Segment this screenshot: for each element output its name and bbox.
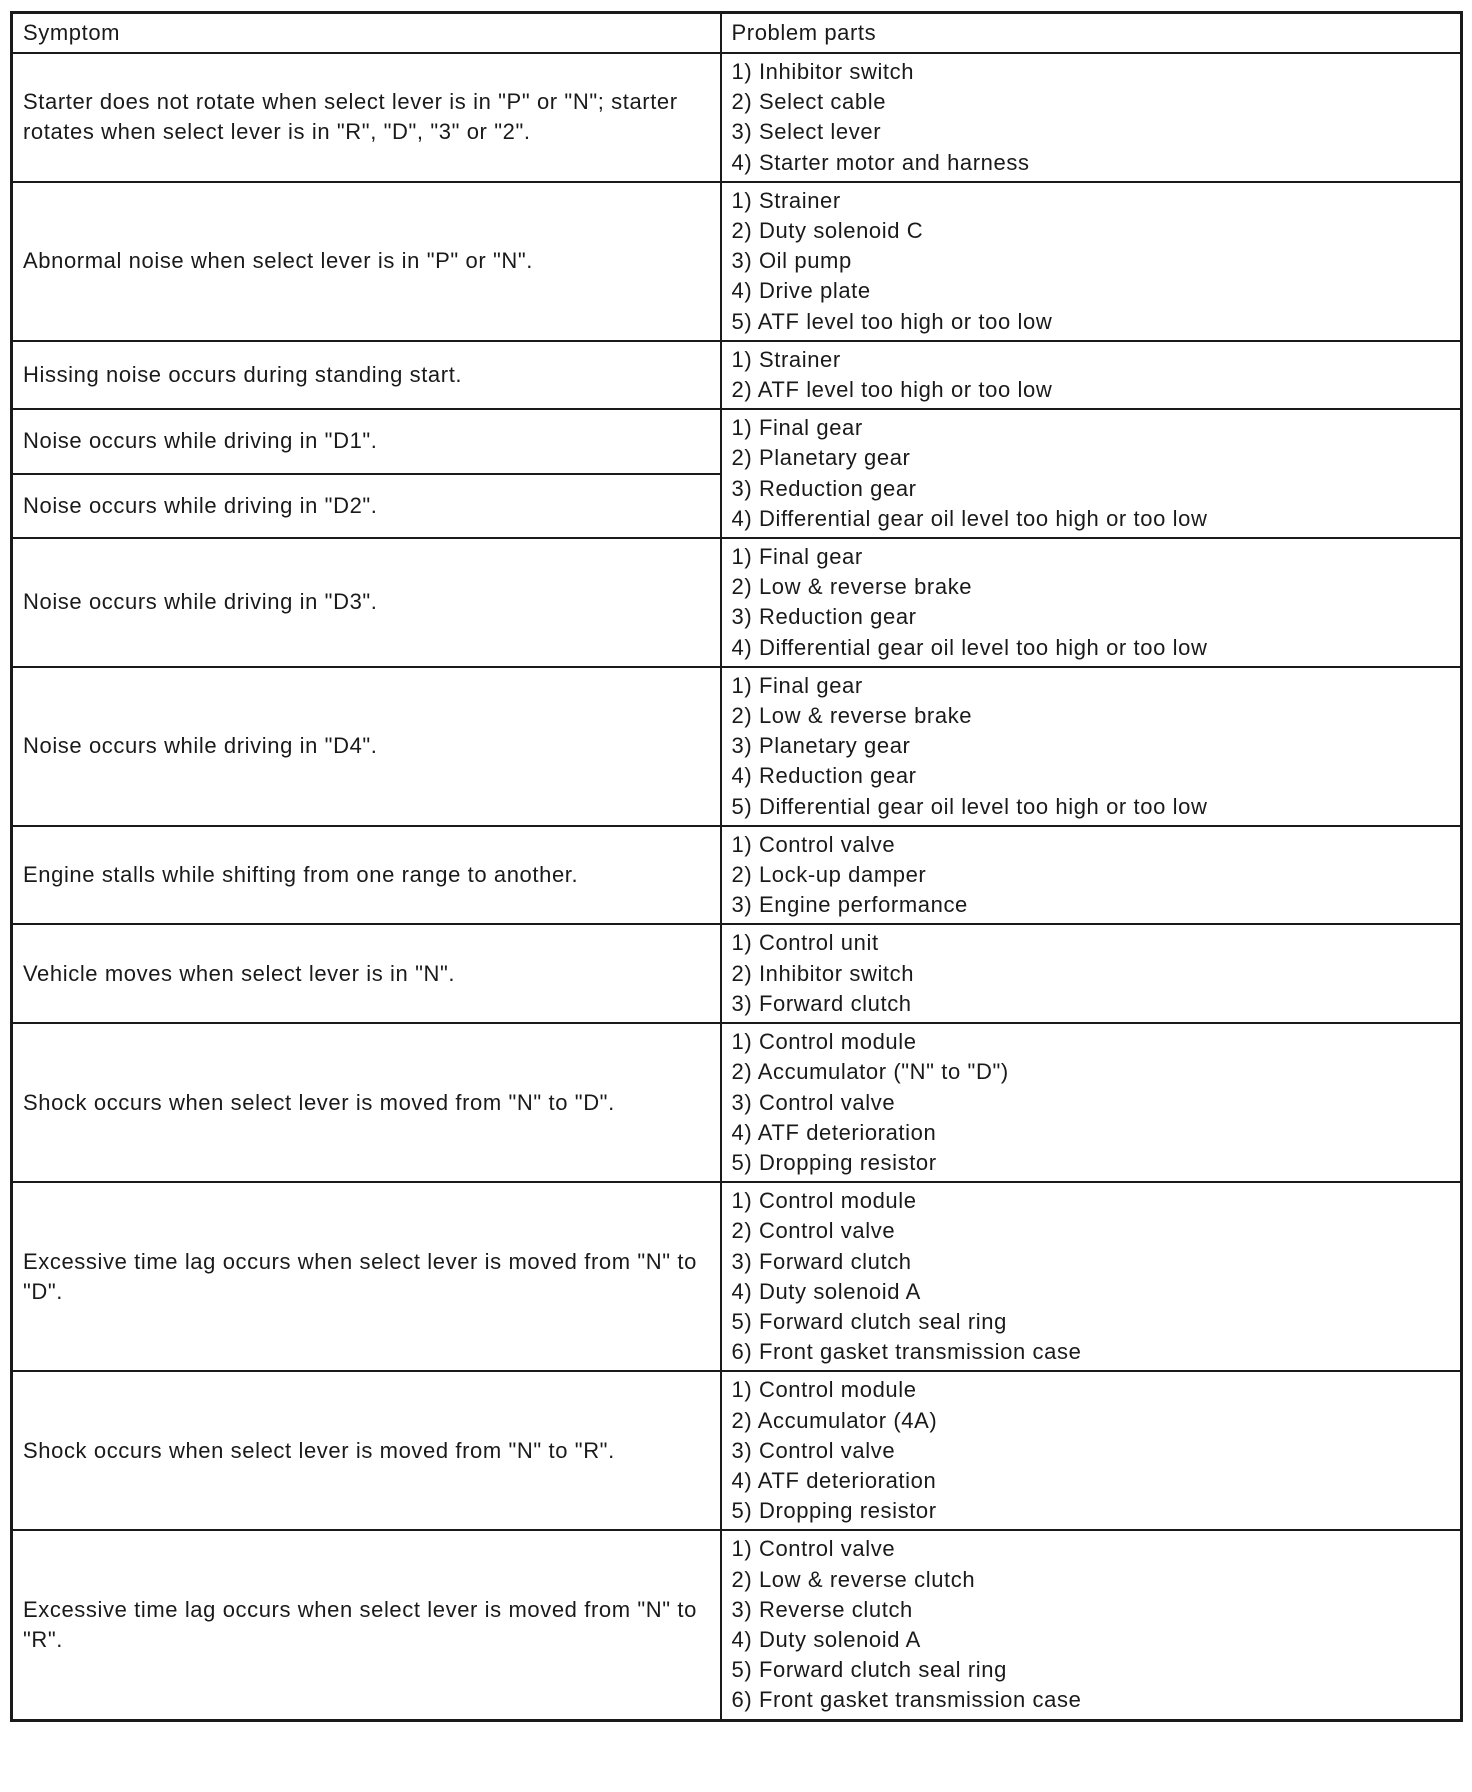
symptom-text: Shock occurs when select lever is moved from "N" to "D". bbox=[23, 1089, 615, 1115]
symptom-cell bbox=[12, 53, 721, 182]
problem-part-item: 4) Starter motor and harness bbox=[731, 149, 1030, 175]
problem-part-item: 4) Duty solenoid A bbox=[731, 1626, 921, 1652]
problem-part-item: 4) Differential gear oil level too high or too low bbox=[731, 505, 1208, 531]
problem-parts-cell bbox=[721, 182, 1462, 341]
table-body bbox=[12, 53, 1462, 1720]
problem-part-item: 1) Control module bbox=[731, 1029, 917, 1055]
symptom-cell bbox=[12, 1530, 721, 1720]
header-row bbox=[12, 13, 1462, 54]
problem-part-item: 1) Final gear bbox=[731, 672, 863, 698]
problem-part-item: 2) Select cable bbox=[731, 89, 887, 115]
problem-part-item: 5) Forward clutch seal ring bbox=[731, 1657, 1007, 1683]
problem-part-item: 2) ATF level too high or too low bbox=[731, 377, 1053, 403]
symptom-cell bbox=[12, 1023, 721, 1182]
problem-part-item: 6) Front gasket transmission case bbox=[731, 1339, 1082, 1365]
problem-parts-list bbox=[732, 928, 1451, 1019]
problem-part-item: 4) Drive plate bbox=[731, 278, 871, 304]
problem-part-item: 2) Low & reverse clutch bbox=[731, 1566, 976, 1592]
table-row bbox=[12, 182, 1462, 341]
problem-part-item: 1) Control module bbox=[731, 1377, 917, 1403]
symptom-text: Noise occurs while driving in "D2". bbox=[23, 492, 378, 518]
problem-parts-cell bbox=[721, 826, 1462, 925]
problem-part-item: 5) Dropping resistor bbox=[731, 1498, 937, 1524]
problem-part-item: 1) Final gear bbox=[731, 544, 863, 570]
problem-parts-list bbox=[732, 345, 1451, 405]
problem-parts-cell bbox=[721, 924, 1462, 1023]
problem-part-item: 3) Reverse clutch bbox=[731, 1596, 913, 1622]
problem-part-item: 2) Duty solenoid C bbox=[731, 218, 924, 244]
problem-part-item: 1) Strainer bbox=[731, 346, 841, 372]
symptom-cell bbox=[12, 409, 721, 473]
table-row bbox=[12, 924, 1462, 1023]
problem-part-item: 1) Control unit bbox=[731, 930, 879, 956]
problem-part-item: 1) Inhibitor switch bbox=[731, 59, 915, 84]
problem-part-item: 1) Control valve bbox=[731, 831, 896, 857]
problem-parts-list bbox=[732, 413, 1451, 534]
problem-part-item: 3) Engine performance bbox=[731, 892, 968, 918]
problem-part-item: 6) Front gasket transmission case bbox=[731, 1687, 1082, 1713]
problem-parts-cell bbox=[721, 53, 1462, 182]
symptom-cell bbox=[12, 1182, 721, 1371]
problem-part-item: 4) Reduction gear bbox=[731, 763, 917, 789]
symptom-text: Vehicle moves when select lever is in "N". bbox=[23, 960, 456, 986]
problem-parts-cell bbox=[721, 1371, 1462, 1530]
problem-part-item: 3) Reduction gear bbox=[731, 604, 917, 630]
symptom-cell bbox=[12, 1371, 721, 1530]
table-row bbox=[12, 53, 1462, 182]
symptom-cell bbox=[12, 667, 721, 826]
problem-part-item: 5) Forward clutch seal ring bbox=[731, 1308, 1007, 1334]
problem-parts-list bbox=[732, 57, 1451, 178]
problem-parts-list bbox=[732, 542, 1451, 663]
problem-parts-cell bbox=[721, 1530, 1462, 1720]
table-row bbox=[12, 1023, 1462, 1182]
symptom-text: Noise occurs while driving in "D4". bbox=[23, 733, 378, 759]
problem-part-item: 5) ATF level too high or too low bbox=[731, 308, 1053, 334]
problem-parts-list bbox=[732, 1027, 1451, 1178]
troubleshooting-table bbox=[10, 11, 1463, 1722]
symptom-cell bbox=[12, 826, 721, 925]
table-row bbox=[12, 341, 1462, 409]
table-row bbox=[12, 826, 1462, 925]
problem-part-item: 1) Final gear bbox=[731, 415, 863, 441]
problem-part-item: 3) Planetary gear bbox=[731, 733, 911, 759]
table-row bbox=[12, 1371, 1462, 1530]
problem-part-item: 1) Control valve bbox=[731, 1536, 896, 1562]
problem-part-item: 2) Control valve bbox=[731, 1218, 896, 1244]
problem-part-item: 3) Control valve bbox=[731, 1089, 896, 1115]
table-row bbox=[12, 667, 1462, 826]
problem-part-item: 3) Reduction gear bbox=[731, 475, 917, 501]
table-row bbox=[12, 538, 1462, 667]
problem-part-item: 4) ATF deterioration bbox=[731, 1119, 937, 1145]
symptom-text: Shock occurs when select lever is moved from "N" to "R". bbox=[23, 1437, 615, 1463]
table-row bbox=[12, 409, 1462, 473]
problem-part-item: 2) Accumulator (4A) bbox=[731, 1407, 938, 1433]
symptom-text: Excessive time lag occurs when select lever is moved from "N" to "D". bbox=[23, 1248, 697, 1304]
problem-parts-cell bbox=[721, 1023, 1462, 1182]
problem-parts-list bbox=[732, 671, 1451, 822]
problem-part-item: 3) Control valve bbox=[731, 1437, 896, 1463]
problem-part-item: 1) Control module bbox=[731, 1188, 917, 1214]
problem-parts-cell bbox=[721, 1182, 1462, 1371]
problem-parts-list bbox=[732, 1186, 1451, 1367]
problem-parts-cell bbox=[721, 667, 1462, 826]
problem-part-item: 5) Differential gear oil level too high or too low bbox=[731, 793, 1208, 819]
symptom-text: Noise occurs while driving in "D1". bbox=[23, 428, 378, 454]
problem-part-item: 2) Planetary gear bbox=[731, 445, 911, 471]
symptom-text: Excessive time lag occurs when select lever is moved from "N" to "R". bbox=[23, 1596, 697, 1652]
problem-parts-list bbox=[732, 186, 1451, 337]
problem-part-item: 4) ATF deterioration bbox=[731, 1467, 937, 1493]
problem-part-item: 2) Low & reverse brake bbox=[731, 703, 973, 729]
problem-part-item: 5) Dropping resistor bbox=[731, 1149, 937, 1175]
problem-parts-cell bbox=[721, 341, 1462, 409]
problem-part-item: 2) Lock-up damper bbox=[731, 862, 927, 888]
problem-parts-cell bbox=[721, 409, 1462, 538]
problem-part-item: 3) Oil pump bbox=[731, 248, 852, 274]
problem-part-item: 3) Forward clutch bbox=[731, 990, 912, 1016]
problem-part-item: 2) Accumulator ("N" to "D") bbox=[731, 1059, 1009, 1085]
table-row bbox=[12, 1182, 1462, 1371]
problem-part-item: 2) Inhibitor switch bbox=[731, 960, 915, 986]
symptom-text: Abnormal noise when select lever is in "P" or "N". bbox=[23, 248, 533, 274]
symptom-cell bbox=[12, 538, 721, 667]
symptom-cell bbox=[12, 924, 721, 1023]
problem-part-item: 4) Differential gear oil level too high or too low bbox=[731, 634, 1208, 660]
symptom-text: Hissing noise occurs during standing start. bbox=[23, 362, 463, 388]
symptom-cell bbox=[12, 182, 721, 341]
symptom-text: Noise occurs while driving in "D3". bbox=[23, 589, 378, 615]
problem-parts-list bbox=[732, 830, 1451, 921]
symptom-text: Engine stalls while shifting from one range to another. bbox=[23, 862, 579, 888]
problem-part-item: 2) Low & reverse brake bbox=[731, 574, 973, 600]
problem-part-item: 3) Select lever bbox=[731, 119, 882, 145]
problem-part-item: 3) Forward clutch bbox=[731, 1248, 912, 1274]
problem-part-item: 1) Strainer bbox=[731, 187, 841, 213]
problem-parts-list bbox=[732, 1375, 1451, 1526]
problem-parts-list bbox=[732, 1534, 1451, 1715]
symptom-cell bbox=[12, 341, 721, 409]
problem-parts-header: Problem parts bbox=[721, 13, 1462, 54]
symptom-header: Symptom bbox=[12, 13, 721, 54]
symptom-text: Starter does not rotate when select lever is in "P" or "N"; starter rotates when select lever is in "R", "D", "3" or "2". bbox=[23, 89, 678, 145]
problem-parts-cell bbox=[721, 538, 1462, 667]
table-row bbox=[12, 1530, 1462, 1720]
problem-part-item: 4) Duty solenoid A bbox=[731, 1278, 921, 1304]
symptom-cell bbox=[12, 474, 721, 538]
